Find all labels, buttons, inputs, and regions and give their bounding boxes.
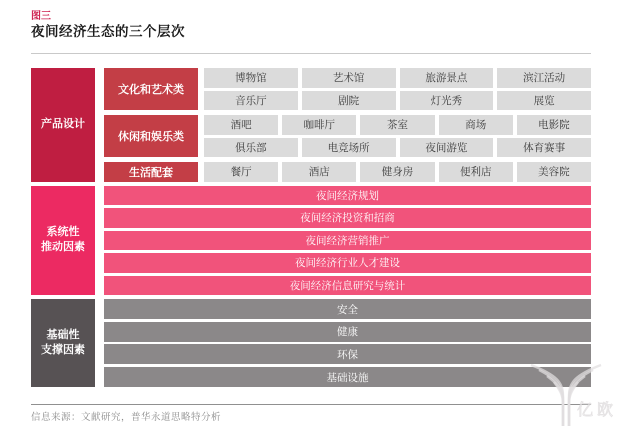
bar-night-economy-research: 夜间经济信息研究与统计 bbox=[104, 276, 591, 296]
item-row bbox=[204, 91, 591, 111]
group-label-line: 推动因素 bbox=[41, 241, 85, 254]
item-box-bar: 酒吧 bbox=[204, 115, 278, 135]
item-box-cinema: 电影院 bbox=[517, 115, 591, 135]
bar-safety: 安全 bbox=[104, 299, 591, 319]
item-box-club: 俱乐部 bbox=[204, 138, 298, 158]
group-product-design bbox=[31, 68, 591, 182]
item-box-beauty-salon: 美容院 bbox=[517, 162, 591, 182]
bar-infrastructure: 基础设施 bbox=[104, 367, 591, 387]
group-label-line: 支撑因素 bbox=[41, 344, 85, 357]
subgroup-leisure-entertainment bbox=[104, 115, 591, 157]
leisure-entertainment-rows bbox=[204, 115, 591, 157]
bar-night-economy-talent: 夜间经济行业人才建设 bbox=[104, 253, 591, 273]
night-economy-layers-diagram bbox=[31, 68, 591, 387]
subcategory-life-support bbox=[104, 162, 198, 182]
bar-night-economy-marketing: 夜间经济营销推广 bbox=[104, 231, 591, 251]
item-box-cafe: 咖啡厅 bbox=[282, 115, 356, 135]
product-design-content bbox=[104, 68, 591, 182]
subgroup-life-support bbox=[104, 162, 591, 182]
top-divider bbox=[31, 53, 591, 54]
item-row bbox=[204, 68, 591, 88]
figure-number-label: 图三 bbox=[31, 11, 51, 22]
group-label-line: 产品设计 bbox=[41, 118, 85, 131]
group-systemic-drivers bbox=[31, 186, 591, 296]
item-box-concert-hall: 音乐厅 bbox=[204, 91, 298, 111]
item-box-theater: 剧院 bbox=[302, 91, 396, 111]
subcategory-label: 生活配套 bbox=[129, 166, 173, 179]
culture-art-rows bbox=[204, 68, 591, 110]
item-box-hotel: 酒店 bbox=[282, 162, 356, 182]
group-label-foundational-support bbox=[31, 299, 95, 387]
group-label-product-design bbox=[31, 68, 95, 182]
item-row bbox=[204, 138, 591, 158]
item-box-light-show: 灯光秀 bbox=[400, 91, 494, 111]
subcategory-culture-art bbox=[104, 68, 198, 110]
life-support-rows bbox=[204, 162, 591, 182]
source-note: 信息来源：文献研究，普华永道思略特分析 bbox=[31, 412, 222, 423]
group-foundational-support bbox=[31, 299, 591, 387]
item-box-teahouse: 茶室 bbox=[360, 115, 434, 135]
bar-environmental-protection: 环保 bbox=[104, 344, 591, 364]
item-box-restaurant: 餐厅 bbox=[204, 162, 278, 182]
item-box-convenience-store: 便利店 bbox=[439, 162, 513, 182]
item-box-museum: 博物馆 bbox=[204, 68, 298, 88]
group-label-line: 系统性 bbox=[46, 225, 80, 238]
page-title: 夜间经济生态的三个层次 bbox=[31, 24, 185, 39]
subcategory-leisure-entertainment bbox=[104, 115, 198, 157]
item-box-gym: 健身房 bbox=[360, 162, 434, 182]
subcategory-label: 休闲和娱乐类 bbox=[118, 131, 184, 143]
group-label-line: 基础性 bbox=[46, 328, 80, 341]
subcategory-label: 文化和艺术类 bbox=[118, 84, 184, 96]
item-box-art-gallery: 艺术馆 bbox=[302, 68, 396, 88]
item-row bbox=[204, 115, 591, 135]
bar-health: 健康 bbox=[104, 322, 591, 342]
bar-night-economy-investment: 夜间经济投资和招商 bbox=[104, 208, 591, 228]
bottom-divider bbox=[31, 404, 591, 405]
item-box-exhibition: 展览 bbox=[497, 91, 591, 111]
item-box-sports-event: 体育赛事 bbox=[497, 138, 591, 158]
item-box-night-tour: 夜间游览 bbox=[400, 138, 494, 158]
item-box-esports-venue: 电竞场所 bbox=[302, 138, 396, 158]
item-box-riverside-activity: 滨江活动 bbox=[497, 68, 591, 88]
foundational-support-bars bbox=[104, 299, 591, 387]
group-label-systemic-drivers bbox=[31, 186, 95, 296]
bar-night-economy-planning: 夜间经济规划 bbox=[104, 186, 591, 206]
item-box-tourist-attraction: 旅游景点 bbox=[400, 68, 494, 88]
item-box-mall: 商场 bbox=[439, 115, 513, 135]
watermark-text: 亿欧 bbox=[577, 402, 618, 419]
subgroup-culture-art bbox=[104, 68, 591, 110]
item-row bbox=[204, 162, 591, 182]
systemic-driver-bars bbox=[104, 186, 591, 296]
